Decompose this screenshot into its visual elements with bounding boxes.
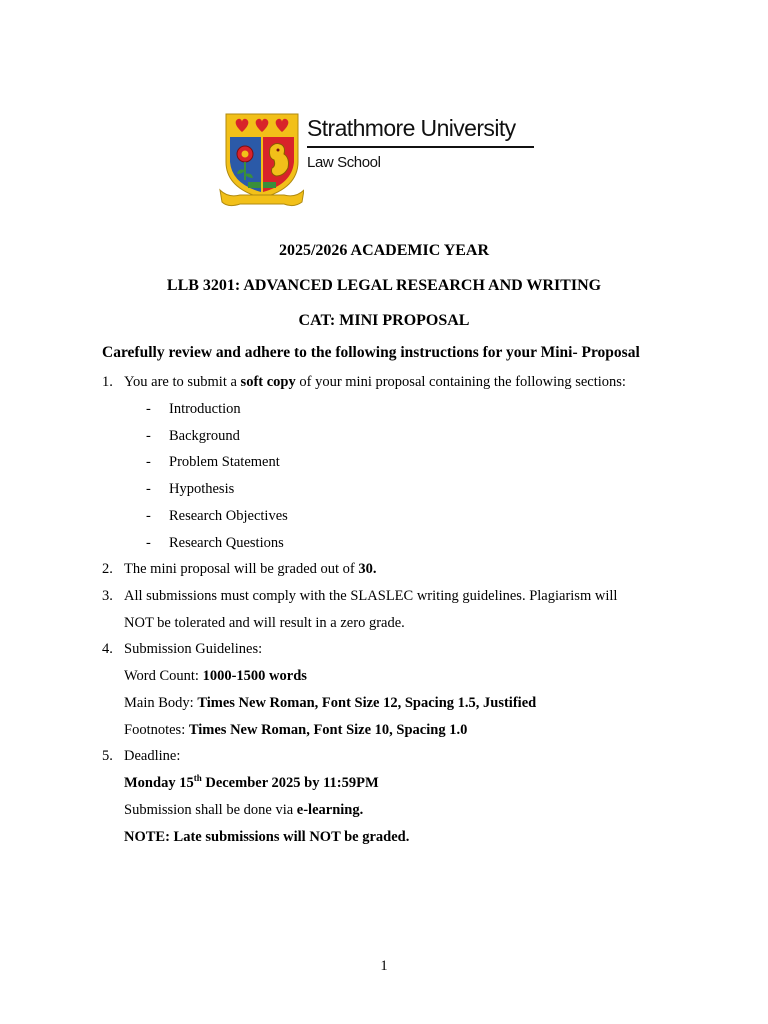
item-3-line-1: All submissions must comply with the SLASLEC writing guidelines. Plagiarism will xyxy=(124,588,618,604)
deadline-date-suffix: th xyxy=(193,773,202,784)
word-count-label: Word Count: xyxy=(124,668,203,684)
dash-bullet: - xyxy=(146,401,151,417)
submission-guidelines-title: Submission Guidelines: xyxy=(124,641,263,657)
main-body-line xyxy=(124,694,536,712)
item-number: 4. xyxy=(102,641,113,657)
school-name: Law School xyxy=(307,154,381,171)
deadline-date-post: December 2025 by 11:59PM xyxy=(201,775,379,791)
academic-year-heading: 2025/2026 ACADEMIC YEAR xyxy=(278,242,490,259)
university-logo xyxy=(218,110,548,210)
main-body-label: Main Body: xyxy=(124,695,198,711)
logo-divider xyxy=(307,146,534,148)
item-number: 3. xyxy=(102,588,113,604)
section-research-questions: Research Questions xyxy=(169,535,284,551)
grade-total: 30. xyxy=(358,561,377,577)
soft-copy-emphasis: soft copy xyxy=(240,374,296,390)
course-heading: LLB 3201: ADVANCED LEGAL RESEARCH AND WRITING xyxy=(166,277,602,294)
main-body-value: Times New Roman, Font Size 12, Spacing 1.5, Justified xyxy=(197,695,537,711)
dash-bullet: - xyxy=(146,454,151,470)
dash-bullet: - xyxy=(146,428,151,444)
item-2-text xyxy=(124,560,377,578)
footnotes-line xyxy=(124,721,467,739)
section-research-objectives: Research Objectives xyxy=(169,508,288,524)
dash-bullet: - xyxy=(146,481,151,497)
section-problem-statement: Problem Statement xyxy=(169,454,280,470)
deadline-date xyxy=(124,774,379,792)
dash-bullet: - xyxy=(146,535,151,551)
assessment-heading: CAT: MINI PROPOSAL xyxy=(298,312,470,329)
item-2-text-pre: The mini proposal will be graded out of xyxy=(124,561,359,577)
section-hypothesis: Hypothesis xyxy=(169,481,235,497)
submission-method-line xyxy=(124,801,363,819)
footnotes-value: Times New Roman, Font Size 10, Spacing 1.0 xyxy=(188,722,468,738)
item-number: 2. xyxy=(102,561,113,577)
deadline-title: Deadline: xyxy=(124,748,181,764)
page-number: 1 xyxy=(380,958,388,974)
instructions-intro: Carefully review and adhere to the following instructions for your Mini- Proposal xyxy=(102,344,640,361)
section-introduction: Introduction xyxy=(169,401,241,417)
word-count-value: 1000-1500 words xyxy=(202,668,307,684)
dash-bullet: - xyxy=(146,508,151,524)
item-1-text-post: of your mini proposal containing the following sections: xyxy=(295,374,626,390)
university-crest-icon xyxy=(218,110,304,208)
university-name: Strathmore University xyxy=(307,115,516,141)
item-number: 5. xyxy=(102,748,113,764)
item-1-text xyxy=(124,373,626,391)
section-background: Background xyxy=(169,428,240,444)
footnotes-label: Footnotes: xyxy=(124,722,189,738)
item-1-text-pre: You are to submit a xyxy=(124,374,241,390)
late-submission-note: NOTE: Late submissions will NOT be graded. xyxy=(124,829,410,845)
deadline-date-pre: Monday 15 xyxy=(124,775,194,791)
item-3-line-2: NOT be tolerated and will result in a zero grade. xyxy=(124,615,405,631)
word-count-line xyxy=(124,667,307,685)
item-number: 1. xyxy=(102,374,113,390)
submission-method-pre: Submission shall be done via xyxy=(124,802,297,818)
submission-platform: e-learning. xyxy=(296,802,364,818)
